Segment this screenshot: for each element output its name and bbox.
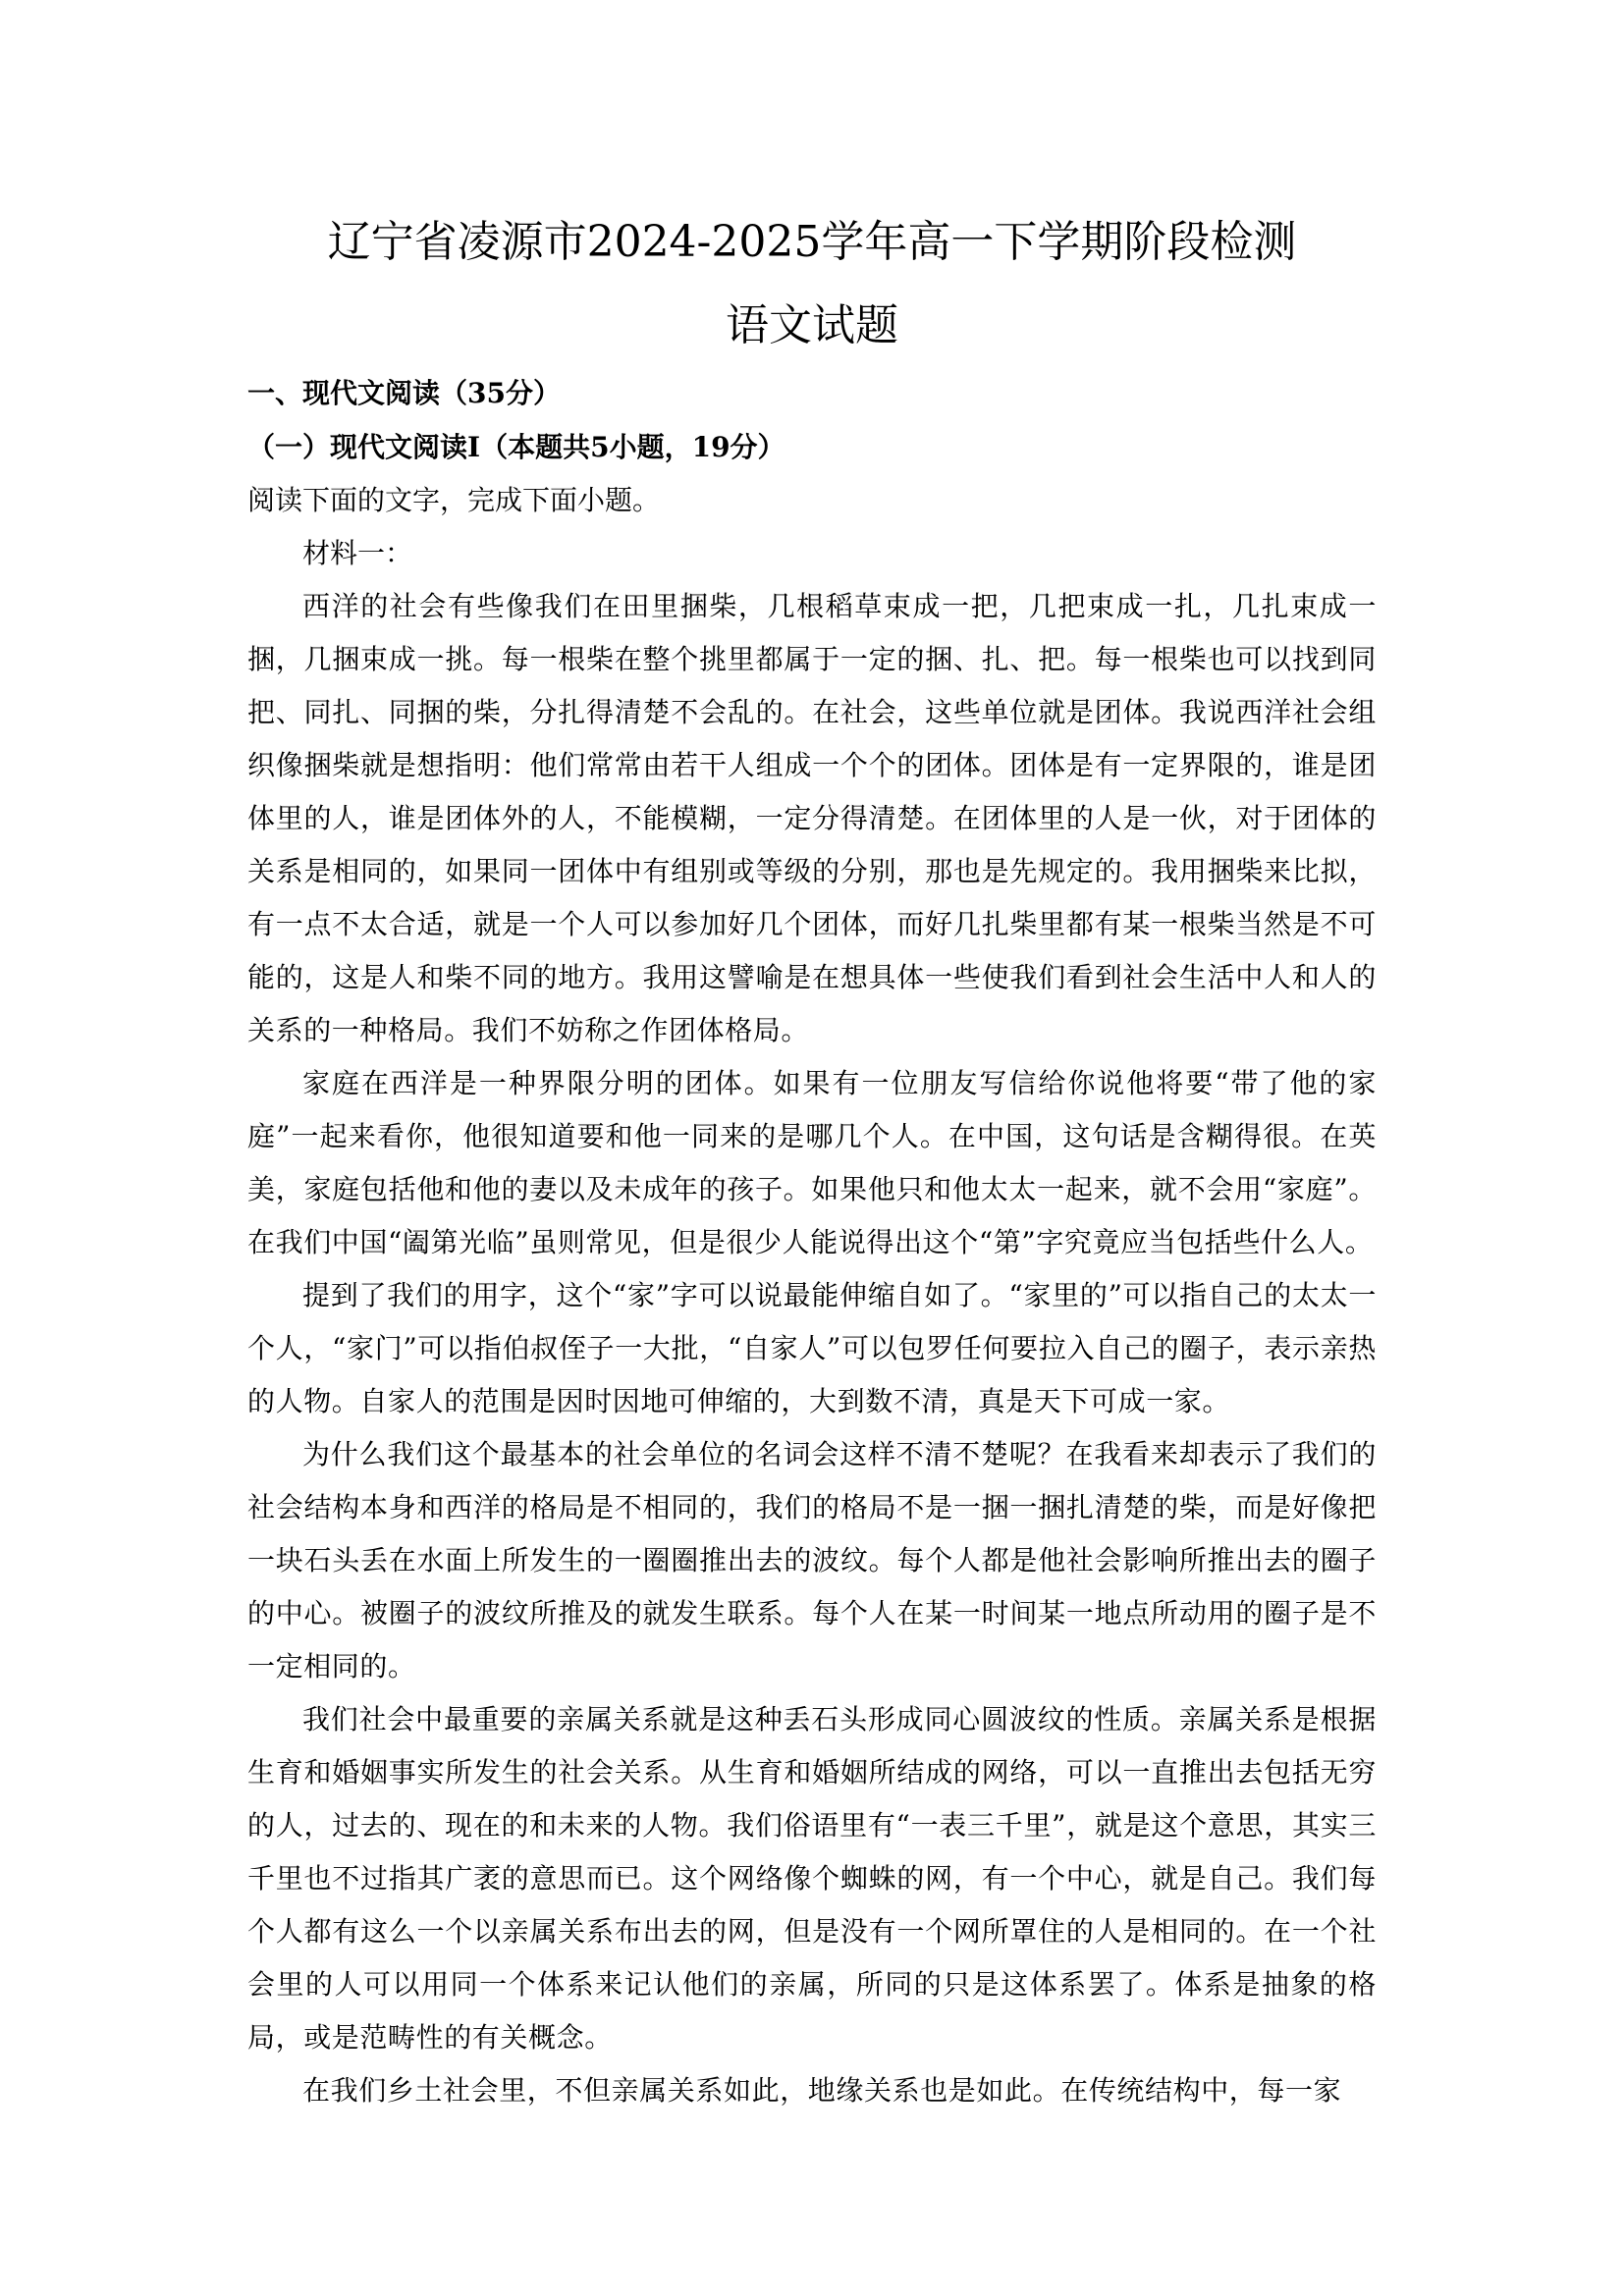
paragraph: 我们社会中最重要的亲属关系就是这种丢石头形成同心圆波纹的性质。亲属关系是根据生育和婚姻事实所发生的社会关系。从生育和婚姻所结成的网络，可以一直推出去包括无穷的人，过去的、现在的和未来的人物。我们俗语里有“一表三千里”，就是这个意思，其实三千里也不过指其广袤的意思而已。这个网络像个蜘蛛的网，有一个中心，就是自己。我们每个人都有这么一个以亲属关系布出去的网，但是没有一个网所罩住的人是相同的。在一个社会里的人可以用同一个体系来记认他们的亲属，所同的只是这体系罢了。体系是抽象的格局，或是范畴性的有关概念。 (247, 1703, 1377, 2054)
exam-subject-title: 语文试题 (726, 300, 898, 350)
subsection-heading: （一）现代文阅读Ⅰ（本题共5小题，19分） (247, 431, 785, 463)
section-heading: 一、现代文阅读（35分） (247, 377, 561, 409)
reading-instruction: 阅读下面的文字，完成下面小题。 (247, 484, 661, 516)
exam-content (247, 369, 1377, 2117)
paragraph: 为什么我们这个最基本的社会单位的名词会这样不清不楚呢？在我看来却表示了我们的社会结构本身和西洋的格局是不相同的，我们的格局不是一捆一捆扎清楚的柴，而是好像把一块石头丢在水面上所发生的一圈圈推出去的波纹。每个人都是他社会影响所推出去的圈子的中心。被圈子的波纹所推及的就发生联系。每个人在某一时间某一地点所动用的圈子是不一定相同的。 (247, 1438, 1377, 1682)
exam-title: 辽宁省凌源市2024-2025学年高一下学期阶段检测 (327, 217, 1297, 267)
paragraph: 西洋的社会有些像我们在田里捆柴，几根稻草束成一把，几把束成一扎，几扎束成一捆，几捆束成一挑。每一根柴在整个挑里都属于一定的捆、扎、把。每一根柴也可以找到同把、同扎、同捆的柴，分扎得清楚不会乱的。在社会，这些单位就是团体。我说西洋社会组织像捆柴就是想指明：他们常常由若干人组成一个个的团体。团体是有一定界限的，谁是团体里的人，谁是团体外的人，不能模糊，一定分得清楚。在团体里的人是一伙，对于团体的关系是相同的，如果同一团体中有组别或等级的分别，那也是先规定的。我用捆柴来比拟，有一点不太合适，就是一个人可以参加好几个团体，而好几扎柴里都有某一根柴当然是不可能的，这是人和柴不同的地方。我用这譬喻是在想具体一些使我们看到社会生活中人和人的关系的一种格局。我们不妨称之作团体格局。 (247, 590, 1377, 1046)
paragraph: 提到了我们的用字，这个“家”字可以说最能伸缩自如了。“家里的”可以指自己的太太一个人，“家门”可以指伯叔侄子一大批，“自家人”可以包罗任何要拉入自己的圈子，表示亲热的人物。自家人的范围是因时因地可伸缩的，大到数不清，真是天下可成一家。 (247, 1279, 1377, 1417)
paragraph: 在我们乡土社会里，不但亲属关系如此，地缘关系也是如此。在传统结构中，每一家 (302, 2074, 1342, 2107)
paragraph: 家庭在西洋是一种界限分明的团体。如果有一位朋友写信给你说他将要“带了他的家庭”一起来看你，他很知道要和他一同来的是哪几个人。在中国，这句话是含糊得很。在英美，家庭包括他和他的妻以及未成年的孩子。如果他只和他太太一起来，就不会用“家庭”。在我们中国“阖第光临”虽则常见，但是很少人能说得出这个“第”字究竟应当包括些什么人。 (247, 1067, 1377, 1258)
material-label: 材料一： (302, 537, 413, 569)
